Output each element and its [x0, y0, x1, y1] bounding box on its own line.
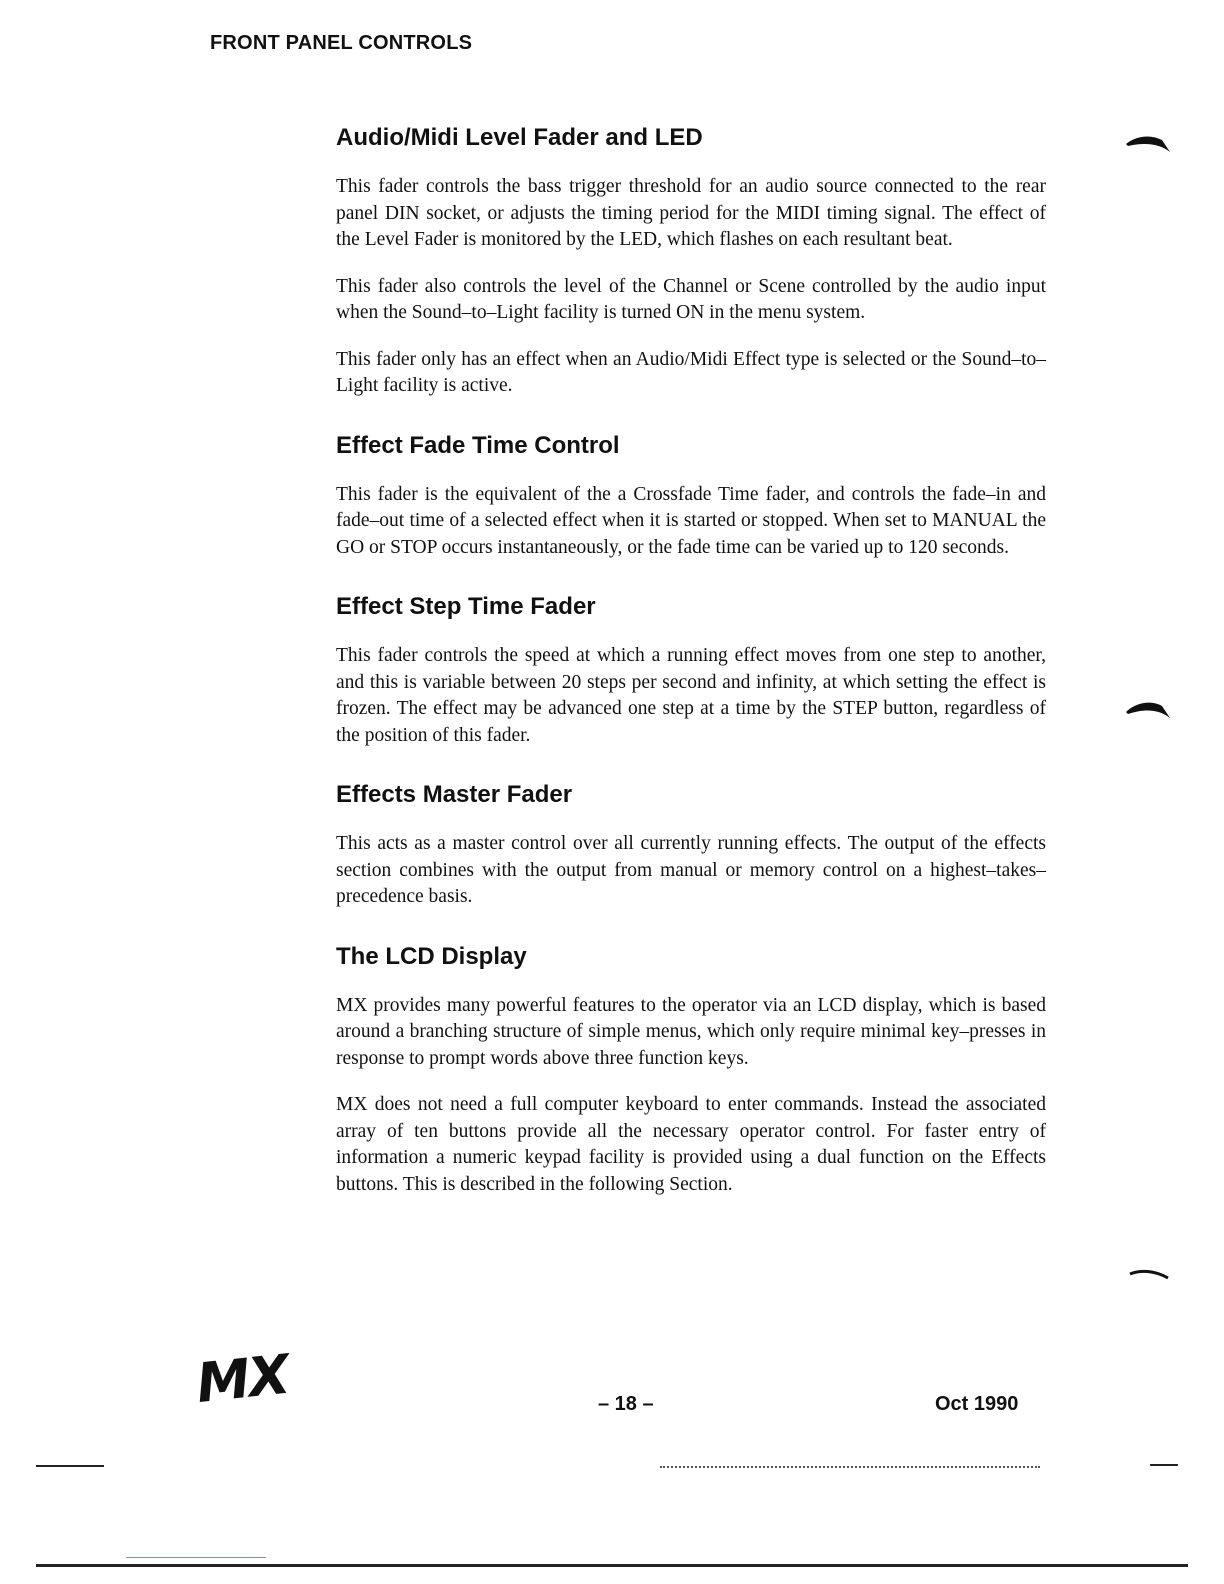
- page-number: – 18 –: [598, 1393, 654, 1415]
- section-effects-master-fader: [336, 777, 1046, 911]
- binder-mark-icon: [1124, 698, 1172, 724]
- section-audio-midi-level-fader: [336, 120, 1046, 400]
- section-lcd-display: [336, 939, 1046, 1199]
- scan-line: [126, 1557, 266, 1558]
- paragraph: This acts as a master control over all currently running effects. The output of the effects section combines with the output from manual or memory control on a highest–takes–precedence basis.: [336, 833, 1046, 907]
- paragraph: This fader only has an effect when an Audio/Midi Effect type is selected or the Sound–to–Light facility is active.: [336, 348, 1046, 396]
- running-head: FRONT PANEL CONTROLS: [210, 32, 473, 54]
- paragraph: This fader controls the bass trigger threshold for an audio source connected to the rear panel DIN socket, or adjusts the timing period for the MIDI timing signal. The effect of the Level Fader is monitored by the LED, which flashes on each resultant beat.: [336, 176, 1046, 250]
- scan-bottom-rule: [36, 1564, 1188, 1567]
- paragraph: MX provides many powerful features to the operator via an LCD display, which is based around a branching structure of simple menus, which only require minimal key–presses in response to prompt words above three function keys.: [336, 994, 1046, 1069]
- scan-line: [1150, 1464, 1178, 1466]
- scan-line: [36, 1465, 104, 1467]
- paragraph: This fader controls the speed at which a running effect moves from one step to another, and this is variable between 20 steps per second and infinity, at which setting the effect is frozen. The effect may be advanced one step at a time by the STEP button, regardless of the position of this fader.: [336, 645, 1046, 746]
- section-effect-fade-time-control: [336, 428, 1046, 562]
- section-heading: The LCD Display: [336, 942, 527, 970]
- mx-logo: MX: [193, 1342, 291, 1415]
- section-heading: Effects Master Fader: [336, 781, 573, 808]
- paragraph: This fader also controls the level of the Channel or Scene controlled by the audio input when the Sound–to–Light facility is turned ON in the menu system.: [336, 275, 1046, 323]
- paragraph: MX does not need a full computer keyboard to enter commands. Instead the associated array of ten buttons provide all the necessary operator control. For faster entry of information a numeric keypad facility is provided using a dual function on the Effects buttons. This is described in the following Section.: [336, 1094, 1046, 1195]
- binder-mark-icon: [1124, 130, 1172, 156]
- footer-date: Oct 1990: [935, 1393, 1019, 1415]
- section-heading: Effect Step Time Fader: [336, 593, 596, 620]
- section-heading: Effect Fade Time Control: [336, 431, 620, 459]
- paragraph: This fader is the equivalent of the a Crossfade Time fader, and controls the fade–in and fade–out time of a selected effect when it is started or stopped. When set to MANUAL the GO or STOP occurs instantaneously, or the fade time can be varied up to 120 seconds.: [336, 483, 1046, 558]
- section-heading: Audio/Midi Level Fader and LED: [336, 124, 703, 151]
- section-effect-step-time-fader: [336, 589, 1046, 749]
- page-body: [336, 120, 1046, 1226]
- scan-dotted-line: [660, 1466, 1040, 1468]
- binder-mark-icon: [1128, 1266, 1170, 1282]
